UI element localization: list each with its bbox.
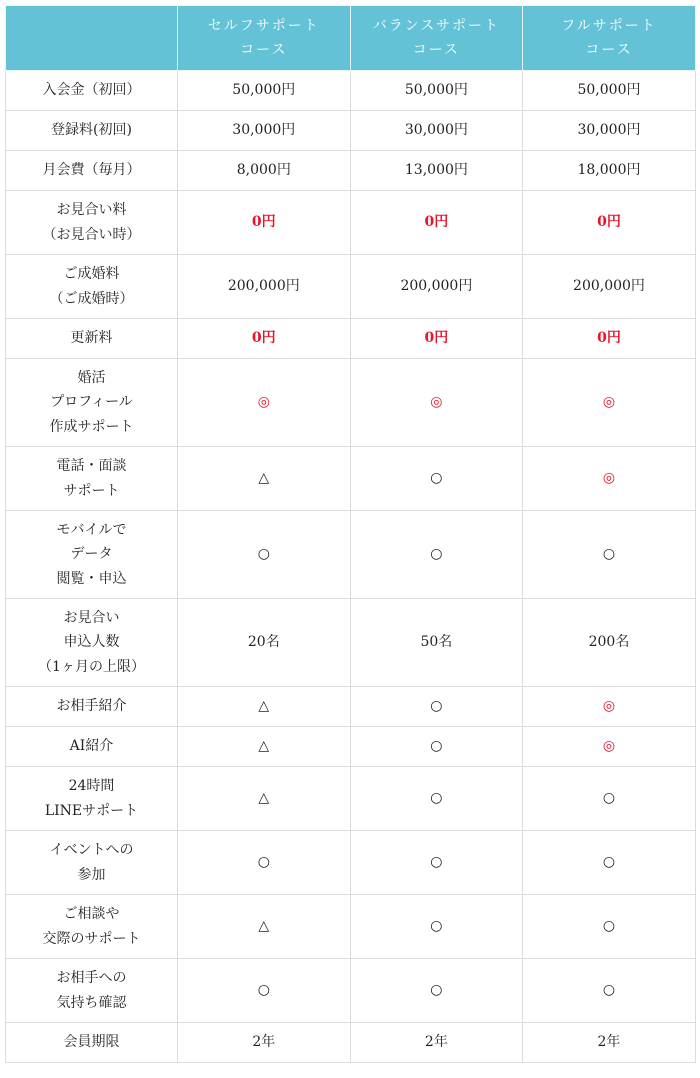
row-label-cell — [6, 151, 178, 191]
row-label-line: 24時間 — [68, 778, 115, 794]
row-label-line: 入会金（初回） — [42, 82, 141, 99]
row-label-line: 参加 — [77, 866, 106, 883]
row-label-cell — [6, 959, 178, 1023]
value-text: ○ — [430, 918, 443, 935]
value-text: 0円 — [251, 330, 276, 347]
row-label-line: プロフィール — [50, 394, 133, 411]
row-label-line: 会員期限 — [63, 1034, 120, 1051]
row-label-line: 作成サポート — [49, 418, 134, 435]
value-text: ○ — [602, 854, 616, 871]
value-text: 30,000円 — [404, 122, 468, 139]
header-row — [6, 6, 696, 71]
value-text: 200名 — [588, 634, 630, 651]
row-label-line: （お見合い時） — [42, 226, 141, 243]
value-text: ○ — [430, 738, 443, 755]
table-row — [6, 71, 696, 111]
table-row — [6, 111, 696, 151]
value-cell-full-support — [523, 191, 696, 255]
value-cell-balance-support — [350, 447, 523, 511]
value-text: 50,000円 — [404, 82, 468, 99]
value-cell-full-support — [523, 959, 696, 1023]
value-cell-self-support — [178, 727, 351, 767]
value-cell-balance-support — [350, 687, 523, 727]
table-row — [6, 255, 696, 319]
value-cell-self-support — [178, 895, 351, 959]
row-label-line: AI紹介 — [69, 738, 114, 755]
value-text: 2年 — [252, 1034, 276, 1051]
row-label-cell — [6, 447, 178, 511]
table-row — [6, 767, 696, 831]
value-cell-balance-support — [350, 191, 523, 255]
header-label-line: バランスサポート — [372, 17, 501, 34]
row-label-cell — [6, 895, 178, 959]
value-cell-full-support — [523, 111, 696, 151]
value-cell-full-support — [523, 1023, 696, 1063]
row-label-cell — [6, 111, 178, 151]
table-row — [6, 895, 696, 959]
value-text: ○ — [430, 790, 443, 807]
row-label-line: お見合い料 — [56, 202, 127, 218]
value-cell-self-support — [178, 447, 351, 511]
row-label-line: 気持ち確認 — [56, 994, 127, 1011]
value-text: 200,000円 — [227, 278, 300, 295]
value-cell-self-support — [178, 767, 351, 831]
value-text: ○ — [602, 982, 616, 999]
header-label-line: コース — [412, 42, 461, 58]
value-text: 0円 — [597, 330, 621, 347]
value-cell-self-support — [178, 1023, 351, 1063]
value-cell-full-support — [523, 447, 696, 511]
value-text: △ — [258, 470, 270, 487]
header-label-line: コース — [585, 42, 633, 58]
row-label-cell — [6, 511, 178, 599]
value-cell-full-support — [523, 599, 696, 687]
header-balance-support — [350, 6, 523, 71]
row-label-line: モバイルで — [56, 521, 127, 538]
value-cell-full-support — [523, 71, 696, 111]
value-cell-self-support — [178, 71, 351, 111]
table-row — [6, 599, 696, 687]
header-full-support — [523, 6, 696, 71]
value-cell-balance-support — [350, 111, 523, 151]
value-cell-balance-support — [350, 767, 523, 831]
header-label-line: コース — [240, 42, 288, 58]
value-text: 50,000円 — [577, 82, 641, 99]
value-text: 0円 — [597, 214, 621, 231]
table-header — [6, 6, 696, 71]
value-text: ◎ — [602, 470, 616, 487]
row-label-line: ご相談や — [63, 906, 120, 922]
row-label-line: お見合い — [63, 609, 120, 626]
value-cell-full-support — [523, 687, 696, 727]
value-cell-balance-support — [350, 1023, 523, 1063]
value-text: ○ — [602, 546, 616, 563]
value-cell-balance-support — [350, 599, 523, 687]
table-row — [6, 511, 696, 599]
value-cell-full-support — [523, 319, 696, 359]
value-cell-balance-support — [350, 359, 523, 447]
value-cell-full-support — [523, 767, 696, 831]
value-text: 8,000円 — [236, 162, 291, 179]
value-cell-self-support — [178, 687, 351, 727]
value-text: 30,000円 — [577, 122, 641, 139]
value-cell-full-support — [523, 255, 696, 319]
row-label-line: （1ヶ月の上限） — [38, 658, 145, 675]
value-text: 0円 — [424, 214, 449, 231]
table-row — [6, 151, 696, 191]
value-text: 2年 — [597, 1034, 621, 1051]
row-label-cell — [6, 191, 178, 255]
table-row — [6, 447, 696, 511]
value-text: ◎ — [602, 698, 616, 715]
table-row — [6, 959, 696, 1023]
row-label-cell — [6, 767, 178, 831]
row-label-line: LINEサポート — [44, 802, 139, 819]
row-label-line: 交際のサポート — [42, 930, 141, 947]
row-label-line: データ — [70, 546, 113, 563]
row-label-cell — [6, 71, 178, 111]
value-text: ○ — [602, 790, 616, 807]
value-cell-balance-support — [350, 151, 523, 191]
row-label-cell — [6, 727, 178, 767]
value-text: ○ — [257, 982, 270, 999]
value-text: 13,000円 — [404, 162, 468, 179]
row-label-line: 月会費（毎月） — [42, 162, 141, 179]
value-cell-balance-support — [350, 255, 523, 319]
table-row — [6, 191, 696, 255]
row-label-line: サポート — [63, 482, 120, 499]
row-label-line: 電話・面談 — [56, 458, 127, 474]
row-label-cell — [6, 599, 178, 687]
value-text: 0円 — [251, 214, 276, 231]
header-label-line: フルサポート — [561, 17, 657, 34]
value-text: ◎ — [602, 394, 616, 411]
value-text: ○ — [430, 854, 443, 871]
table-row — [6, 319, 696, 359]
value-text: ◎ — [602, 738, 616, 755]
value-text: 20名 — [247, 634, 280, 651]
row-label-line: お相手紹介 — [56, 698, 127, 715]
value-text: ◎ — [257, 394, 270, 411]
row-label-cell — [6, 255, 178, 319]
value-text: ○ — [602, 918, 616, 935]
table-row — [6, 359, 696, 447]
value-text: 50,000円 — [232, 82, 296, 99]
row-label-cell — [6, 831, 178, 895]
table-row — [6, 727, 696, 767]
value-cell-self-support — [178, 151, 351, 191]
row-label-cell — [6, 687, 178, 727]
row-label-line: イベントへの — [49, 842, 134, 858]
value-cell-balance-support — [350, 727, 523, 767]
value-text: △ — [258, 698, 270, 715]
value-cell-balance-support — [350, 831, 523, 895]
value-cell-self-support — [178, 831, 351, 895]
value-cell-self-support — [178, 111, 351, 151]
value-cell-full-support — [523, 831, 696, 895]
row-label-cell — [6, 319, 178, 359]
table-row — [6, 831, 696, 895]
value-text: 200,000円 — [573, 278, 645, 295]
value-cell-full-support — [523, 511, 696, 599]
value-text: ○ — [430, 546, 443, 563]
value-cell-self-support — [178, 191, 351, 255]
table-body — [6, 71, 696, 1063]
value-cell-full-support — [523, 895, 696, 959]
value-cell-balance-support — [350, 959, 523, 1023]
header-self-support — [178, 6, 351, 71]
value-text: 200,000円 — [400, 278, 473, 295]
value-cell-balance-support — [350, 319, 523, 359]
value-cell-balance-support — [350, 895, 523, 959]
header-corner-cell — [6, 6, 178, 71]
table-row — [6, 687, 696, 727]
value-cell-full-support — [523, 727, 696, 767]
value-text: △ — [258, 738, 270, 755]
value-text: 18,000円 — [577, 162, 641, 179]
value-text: 0円 — [424, 330, 449, 347]
value-cell-self-support — [178, 511, 351, 599]
value-cell-self-support — [178, 255, 351, 319]
value-cell-full-support — [523, 359, 696, 447]
value-cell-self-support — [178, 359, 351, 447]
value-text: ○ — [257, 546, 270, 563]
row-label-line: （ご成婚時） — [49, 290, 134, 307]
value-cell-balance-support — [350, 71, 523, 111]
value-cell-full-support — [523, 151, 696, 191]
value-text: 30,000円 — [232, 122, 296, 139]
row-label-line: 婚活 — [77, 369, 106, 386]
row-label-cell — [6, 1023, 178, 1063]
value-text: 2年 — [424, 1034, 448, 1051]
row-label-line: 更新料 — [70, 330, 113, 347]
value-text: ◎ — [430, 394, 443, 411]
value-text: ○ — [430, 982, 443, 999]
row-label-line: ご成婚料 — [63, 266, 120, 282]
row-label-line: 閲覧・申込 — [56, 570, 127, 587]
table-row — [6, 1023, 696, 1063]
value-cell-self-support — [178, 959, 351, 1023]
row-label-line: お相手への — [56, 970, 127, 986]
value-text: 50名 — [420, 634, 453, 651]
value-cell-self-support — [178, 599, 351, 687]
value-text: ○ — [257, 854, 270, 871]
value-text: ○ — [430, 470, 443, 487]
course-comparison-table — [5, 5, 696, 1063]
value-cell-self-support — [178, 319, 351, 359]
value-cell-balance-support — [350, 511, 523, 599]
value-text: △ — [258, 790, 270, 807]
row-label-line: 登録料(初回) — [51, 122, 132, 139]
row-label-cell — [6, 359, 178, 447]
value-text: ○ — [430, 698, 443, 715]
row-label-line: 申込人数 — [63, 634, 120, 651]
header-label-line: セルフサポート — [207, 17, 320, 34]
value-text: △ — [258, 918, 270, 935]
